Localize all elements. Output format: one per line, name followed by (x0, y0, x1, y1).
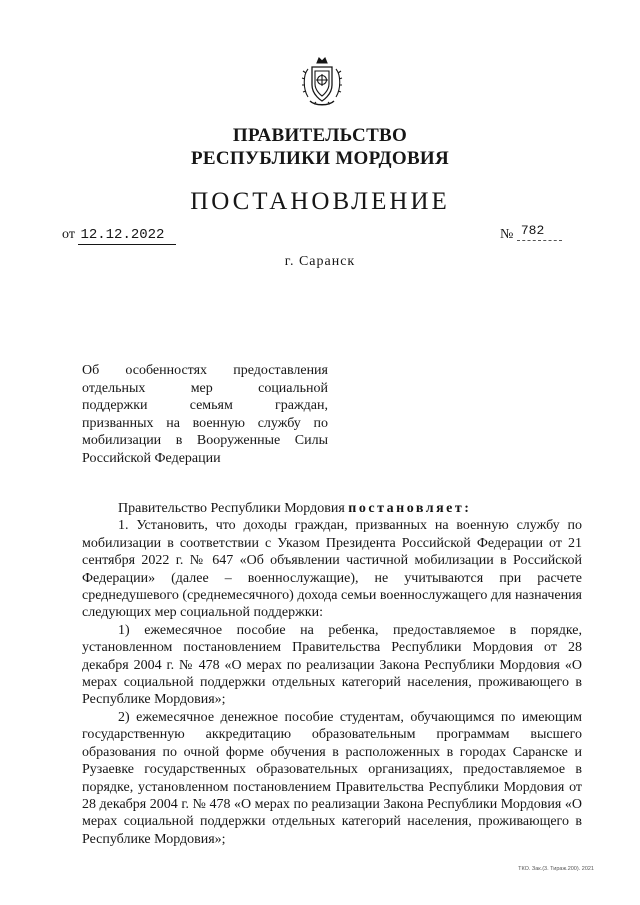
intro-paragraph (82, 500, 582, 517)
intro-keyword: постановляет: (348, 501, 472, 516)
government-title-line1: ПРАВИТЕЛЬСТВО (232, 125, 408, 146)
subject-line: поддержки семьям граждан, (82, 398, 328, 413)
subject-line: Об особенностях предоставления (82, 363, 328, 378)
document-subject (82, 362, 328, 467)
number-prefix: № (500, 227, 514, 242)
body-paragraph: 1. Установить, что доходы граждан, призванных на военную службу по мобилизации в соответствии с Указом Президента Российской Федерации от 21 сентября 2022 г. № 647 «Об объявлении частичной мобилизации в Российской Федерации» (далее – военнослужащие), не учитываются при расчете среднедушевого (среднемесячного) дохода семьи военнослужащего для назначения следующих мер социальной поддержки: (82, 518, 582, 621)
document-number (500, 222, 562, 244)
document-type: ПОСТАНОВЛЕНИЕ (190, 188, 450, 215)
document-city: г. Саранск (284, 254, 356, 269)
intro-text: Правительство Республики Мордовия (118, 501, 345, 516)
subject-line: призванных на военную службу по (82, 415, 328, 431)
number-value: 782 (517, 222, 562, 241)
subject-line: Российской Федерации (82, 450, 221, 466)
print-mark: ТКО. Зак.(3. Тираж.200). 2021 (518, 866, 594, 872)
subject-line: отдельных мер социальной (82, 380, 328, 396)
coat-of-arms-icon (300, 55, 344, 109)
body-paragraph: 1) ежемесячное пособие на ребенка, предоставляемое в порядке, установленном постановлением Правительства Республики Мордовия от 28 декабря 2004 г. № 478 «О мерах по реализации Закона Республики Мордовия «О мерах социальной поддержки отдельных категорий населения, проживающего в Республике Мордовия»; (82, 622, 582, 708)
date-value: 12.12.2022 (78, 226, 176, 245)
date-prefix: от (62, 227, 75, 242)
document-body (82, 500, 582, 848)
government-title-line2: РЕСПУБЛИКИ МОРДОВИЯ (190, 148, 450, 169)
document-date (62, 226, 176, 245)
body-paragraph: 2) ежемесячное денежное пособие студентам, обучающимся по имеющим государственную аккредитацию образовательным программам высшего образования по очной форме обучения в расположенных в городах Саранске и Рузаевке государственных образовательных организациях, предоставляемое в порядке, установленном постановлением Правительства Республики Мордовия от 28 декабря 2004 г. № 478 «О мерах по реализации Закона Республики Мордовия «О мерах социальной поддержки отдельных категорий населения, проживающего в Республике Мордовия»; (82, 709, 582, 847)
subject-line: мобилизации в Вооруженные Силы (82, 433, 328, 448)
